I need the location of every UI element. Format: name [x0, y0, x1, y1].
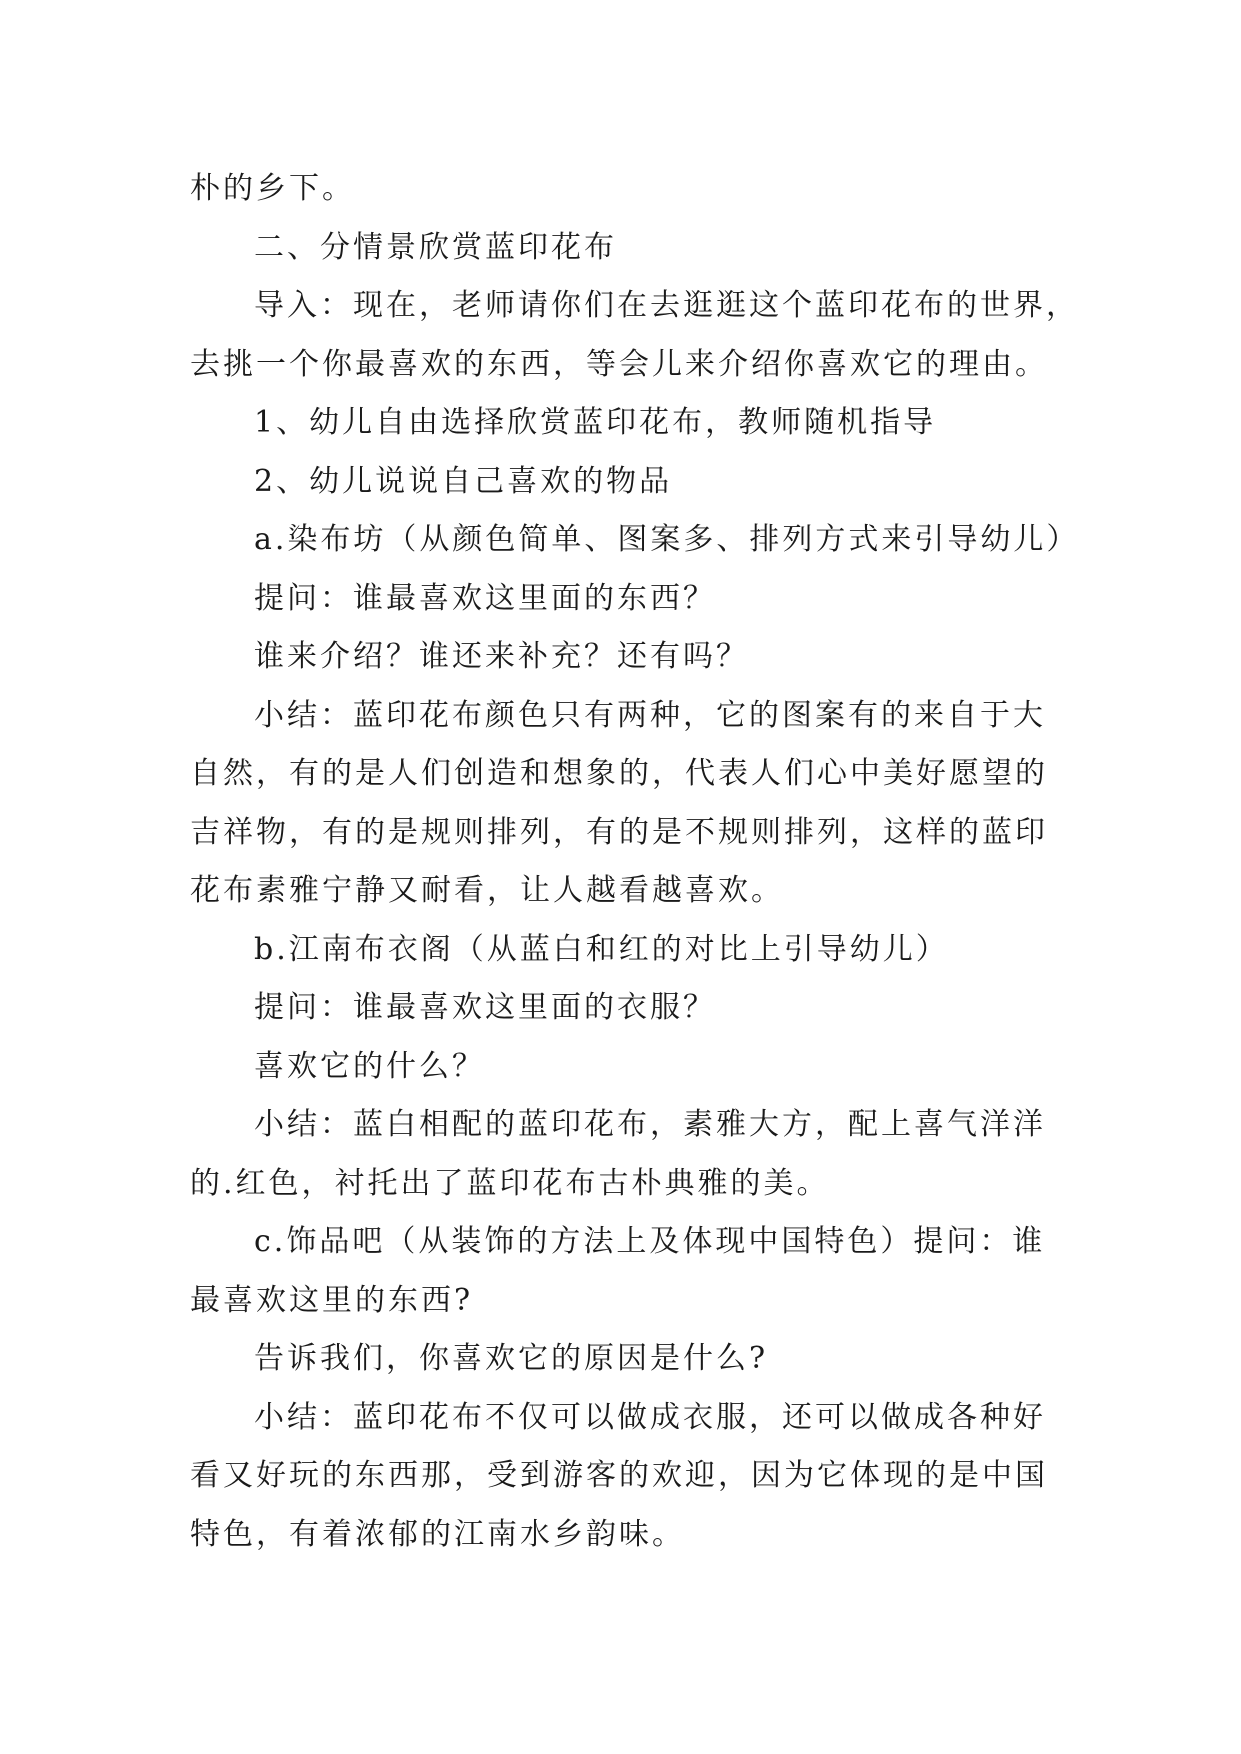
text-line: 小结：蓝印花布颜色只有两种，它的图案有的来自于大 — [254, 697, 1046, 733]
text-line: 1、幼儿自由选择欣赏蓝印花布，教师随机指导 — [254, 405, 937, 440]
text-line: 导入：现在，老师请你们在去逛逛这个蓝印花布的世界， — [254, 288, 1079, 323]
text-line: 朴的乡下。 — [190, 171, 355, 206]
text-line: 小结：蓝白相配的蓝印花布，素雅大方，配上喜气洋洋 — [254, 1107, 1046, 1142]
text-line: 去挑一个你最喜欢的东西，等会儿来介绍你喜欢它的理由。 — [190, 346, 1048, 382]
text-line: 花布素雅宁静又耐看，让人越看越喜欢。 — [190, 873, 784, 908]
text-line: 特色，有着浓郁的江南水乡韵味。 — [190, 1516, 685, 1552]
text-line: 的.红色，衬托出了蓝印花布古朴典雅的美。 — [190, 1165, 830, 1201]
text-line: 提问：谁最喜欢这里面的衣服？ — [254, 990, 716, 1025]
text-line: 吉祥物，有的是规则排列，有的是不规则排列，这样的蓝印 — [190, 814, 1048, 850]
text-line: c.饰品吧（从装饰的方法上及体现中国特色）提问：谁 — [254, 1224, 1046, 1259]
text-line: 告诉我们，你喜欢它的原因是什么? — [254, 1341, 769, 1376]
text-line: 看又好玩的东西那，受到游客的欢迎，因为它体现的是中国 — [190, 1458, 1048, 1493]
text-line: 最喜欢这里的东西? — [190, 1282, 474, 1318]
text-line: 二、分情景欣赏蓝印花布 — [254, 229, 617, 265]
text-line: 2、幼儿说说自己喜欢的物品 — [254, 463, 673, 499]
text-line: a.染布坊（从颜色简单、图案多、排列方式来引导幼儿） — [254, 522, 1080, 557]
text-line: 提问：谁最喜欢这里面的东西？ — [254, 580, 716, 616]
document-body — [190, 160, 1080, 1564]
text-line: 谁来介绍？谁还来补充？还有吗？ — [254, 639, 749, 674]
text-line: 自然，有的是人们创造和想象的，代表人们心中美好愿望的 — [190, 756, 1048, 791]
text-line: 小结：蓝印花布不仅可以做成衣服，还可以做成各种好 — [254, 1399, 1046, 1435]
text-line: 喜欢它的什么？ — [254, 1048, 485, 1084]
text-line: b.江南布衣阁（从蓝白和红的对比上引导幼儿） — [254, 931, 949, 967]
